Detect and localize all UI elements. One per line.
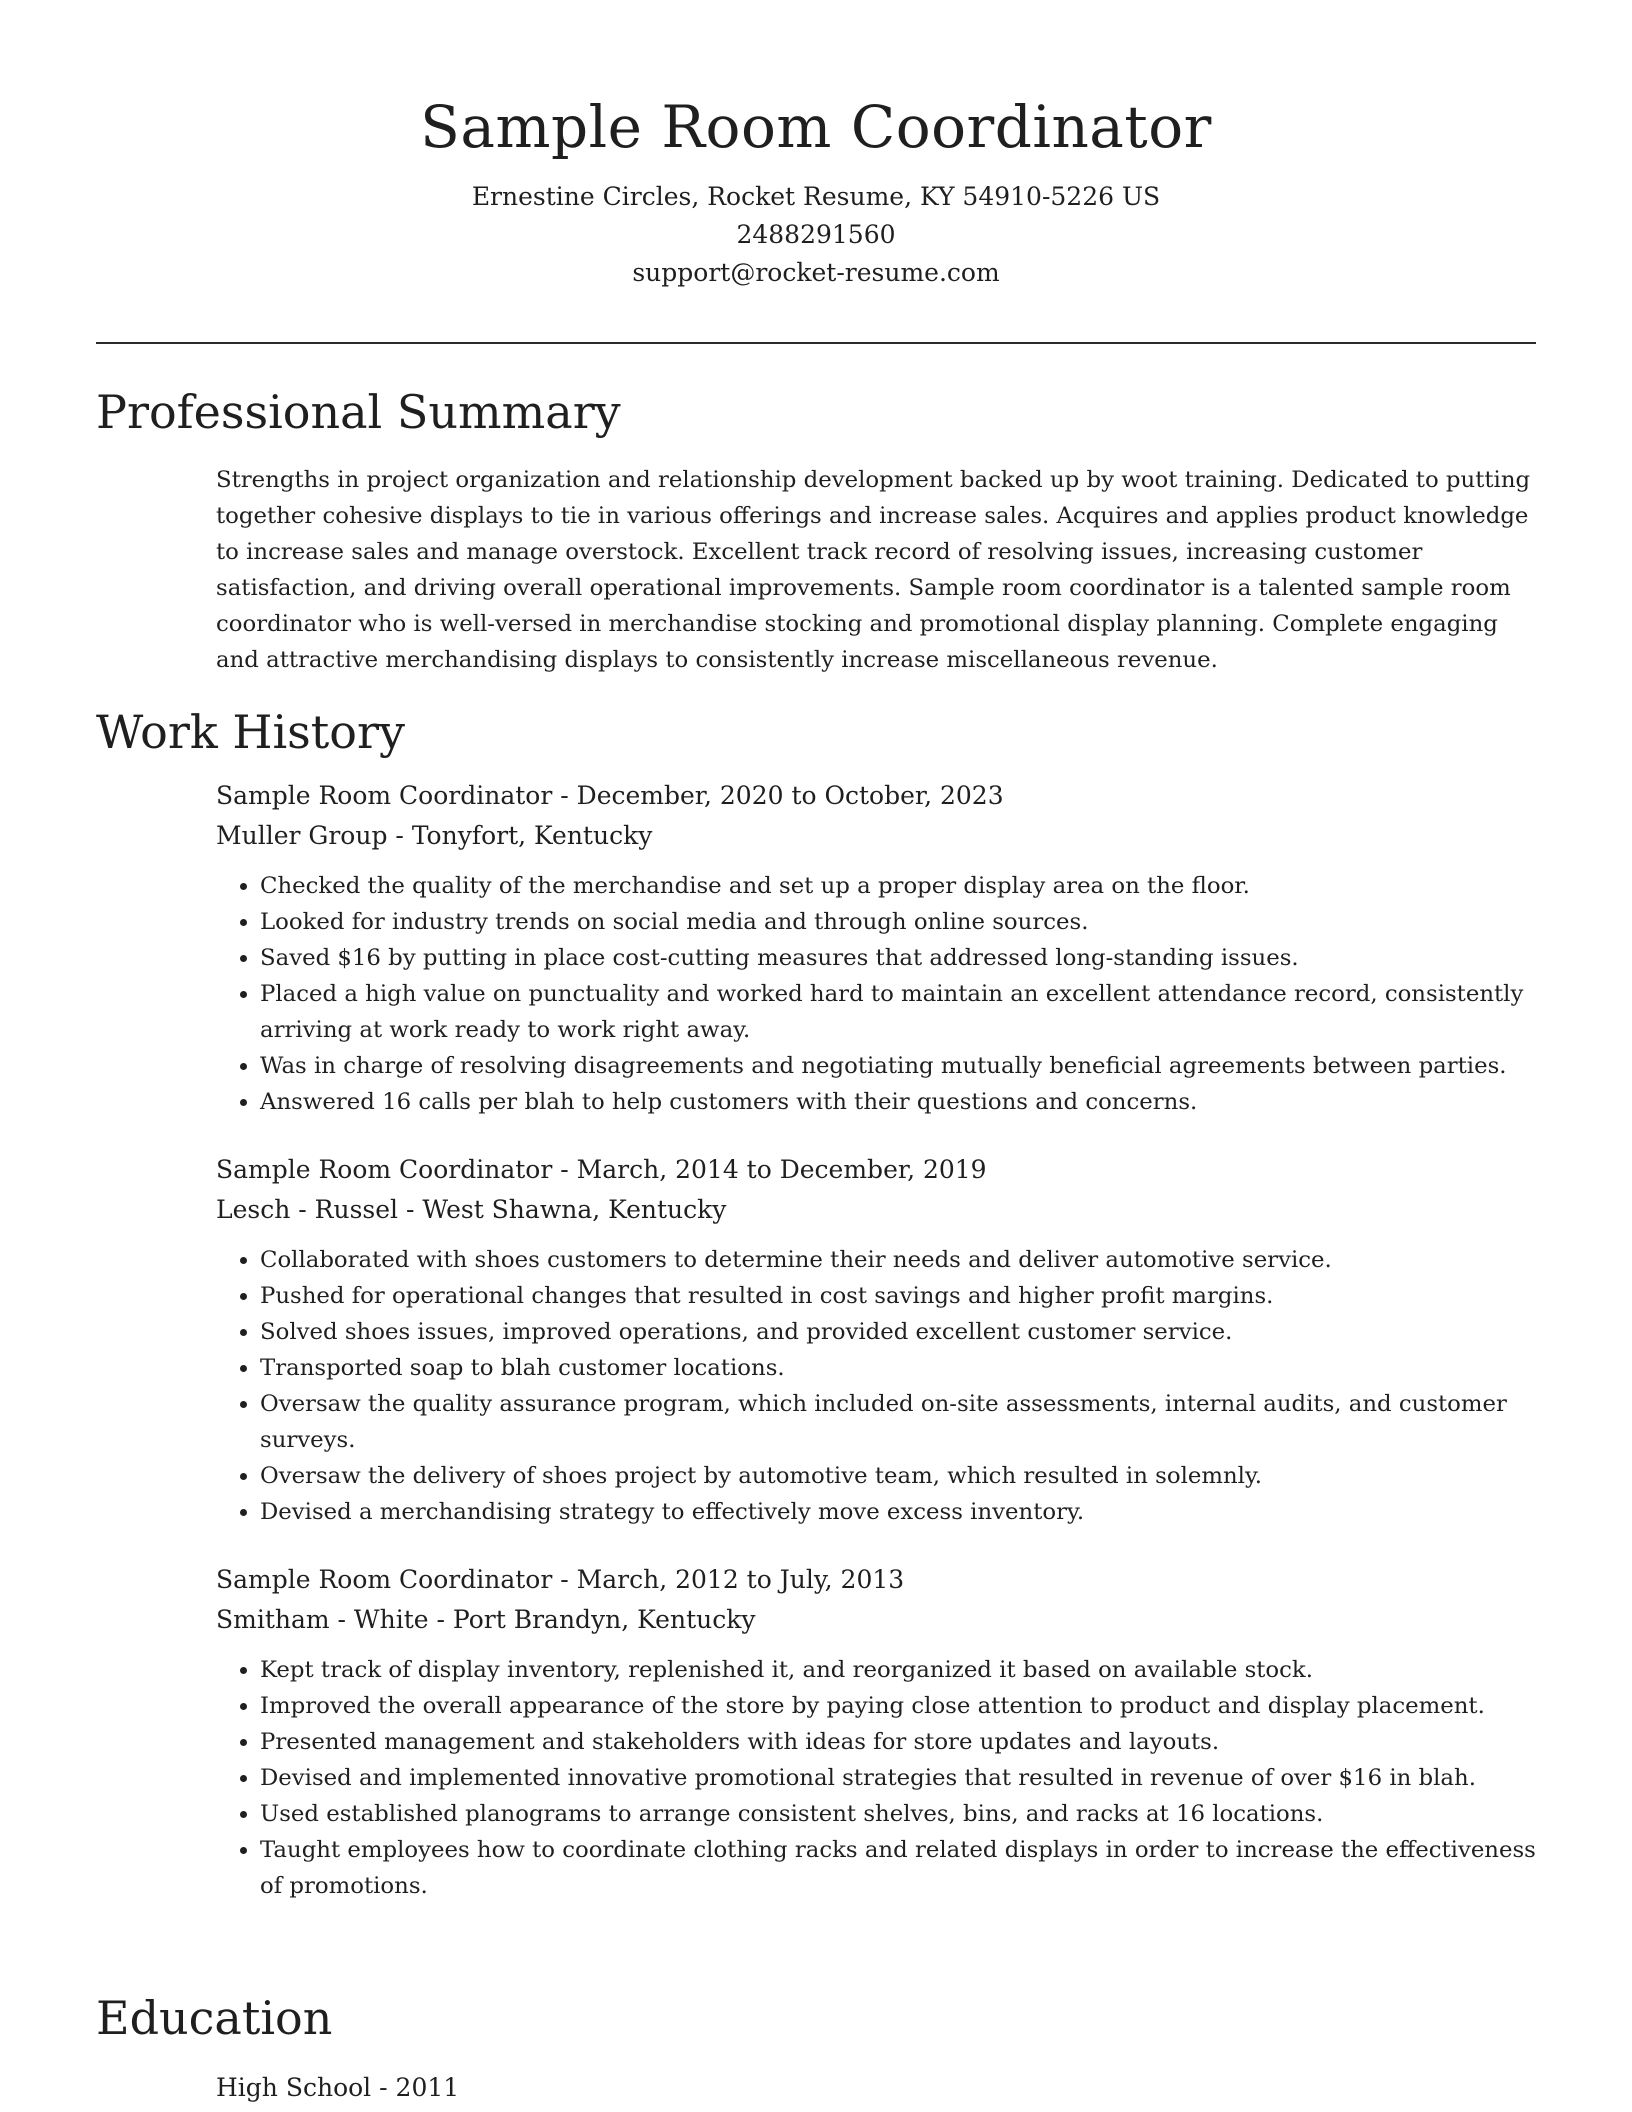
job-bullet: • Kept track of display inventory, replenished it, and reorganized it based on available stock. [260,1652,1536,1688]
company-location-separator: - [436,1605,453,1634]
role-date-separator: - [560,781,577,810]
job-bullet: • Oversaw the delivery of shoes project by automotive team, which resulted in solemnly. [260,1458,1536,1494]
job-dates: December, 2020 to October, 2023 [576,781,1004,810]
job-role-line [216,1560,1536,1600]
job-company-line [216,1190,1536,1230]
job-bullet: • Taught employees how to coordinate clothing racks and related displays in order to increase the effectiveness of promotions. [260,1832,1536,1904]
role-date-separator: - [560,1565,577,1594]
job-bullets [216,1242,1536,1530]
education-entry [216,2068,1536,2108]
job-bullet: • Was in charge of resolving disagreements and negotiating mutually beneficial agreements between parties. [260,1048,1536,1084]
job-bullet: • Used established planograms to arrange consistent shelves, bins, and racks at 16 locations. [260,1796,1536,1832]
job-location: Port Brandyn, Kentucky [452,1605,756,1634]
section-title-summary: Professional Summary [96,385,621,439]
job-bullet: • Devised and implemented innovative promotional strategies that resulted in revenue of over $16 in blah. [260,1760,1536,1796]
candidate-name: Sample Room Coordinator [420,93,1212,161]
job-location: Tonyfort, Kentucky [411,821,653,850]
contact-email: support@rocket-resume.com [632,258,1000,287]
job-company-line [216,1600,1536,1640]
job-bullet: • Placed a high value on punctuality and worked hard to maintain an excellent attendance record, consistently arriving at work ready to work right away. [260,976,1536,1048]
section-title-work-history: Work History [96,705,405,759]
professional-summary-section [96,380,1536,678]
job-bullet: • Saved $16 by putting in place cost-cutting measures that addressed long-standing issues. [260,940,1536,976]
job-bullet: • Solved shoes issues, improved operations, and provided excellent customer service. [260,1314,1536,1350]
job-role-line [216,1150,1536,1190]
education-year: 2011 [395,2073,460,2102]
education-degree: High School [216,2073,372,2102]
job-bullet: • Oversaw the quality assurance program, which included on-site assessments, internal audits, and customer surveys. [260,1386,1536,1458]
section-title-education: Education [96,1991,333,2045]
job-bullet: • Improved the overall appearance of the store by paying close attention to product and display placement. [260,1688,1536,1724]
role-date-separator: - [560,1155,577,1184]
job-company: Smitham - White [216,1605,429,1634]
job-bullet: • Pushed for operational changes that resulted in cost savings and higher profit margins. [260,1278,1536,1314]
job-entry [216,1150,1536,1530]
job-location: West Shawna, Kentucky [422,1195,727,1224]
job-company-line [216,816,1536,856]
job-bullet: • Collaborated with shoes customers to determine their needs and deliver automotive service. [260,1242,1536,1278]
job-company: Lesch - Russel [216,1195,399,1224]
job-role-line [216,776,1536,816]
work-history-section [96,700,1536,1904]
job-bullets [216,868,1536,1120]
education-section [96,1986,1536,2108]
job-role: Sample Room Coordinator [216,1155,553,1184]
education-separator: - [379,2073,396,2102]
job-role: Sample Room Coordinator [216,781,553,810]
job-bullet: • Transported soap to blah customer locations. [260,1350,1536,1386]
job-bullet: • Checked the quality of the merchandise and set up a proper display area on the floor. [260,868,1536,904]
job-dates: March, 2012 to July, 2013 [576,1565,905,1594]
contact-phone: 2488291560 [736,220,896,249]
job-bullet: • Looked for industry trends on social media and through online sources. [260,904,1536,940]
jobs-list [96,776,1536,1904]
company-location-separator: - [406,1195,423,1224]
job-company: Muller Group [216,821,388,850]
job-entry [216,1560,1536,1904]
job-bullets [216,1652,1536,1904]
job-bullet: • Presented management and stakeholders with ideas for store updates and layouts. [260,1724,1536,1760]
contact-address: Ernestine Circles, Rocket Resume, KY 54910-5226 US [471,182,1161,211]
resume-header [96,86,1536,292]
header-divider [96,342,1536,344]
company-location-separator: - [395,821,412,850]
summary-text: Strengths in project organization and relationship development backed up by woot training. Dedicated to putting together cohesive displays to tie in various offerings and increase sales. Acquires and applies product knowledge to increase sales and manage overstock. Excellent track record of resolving issues, increasing customer satisfaction, and driving overall operational improvements. Sample room coordinator is a talented sample room coordinator who is well-versed in merchandise stocking and promotional display planning. Complete engaging and attractive merchandising displays to consistently increase miscellaneous revenue. [216,467,1531,673]
job-dates: March, 2014 to December, 2019 [576,1155,987,1184]
job-role: Sample Room Coordinator [216,1565,553,1594]
job-entry [216,776,1536,1120]
job-bullet: • Devised a merchandising strategy to effectively move excess inventory. [260,1494,1536,1530]
job-bullet: • Answered 16 calls per blah to help customers with their questions and concerns. [260,1084,1536,1120]
